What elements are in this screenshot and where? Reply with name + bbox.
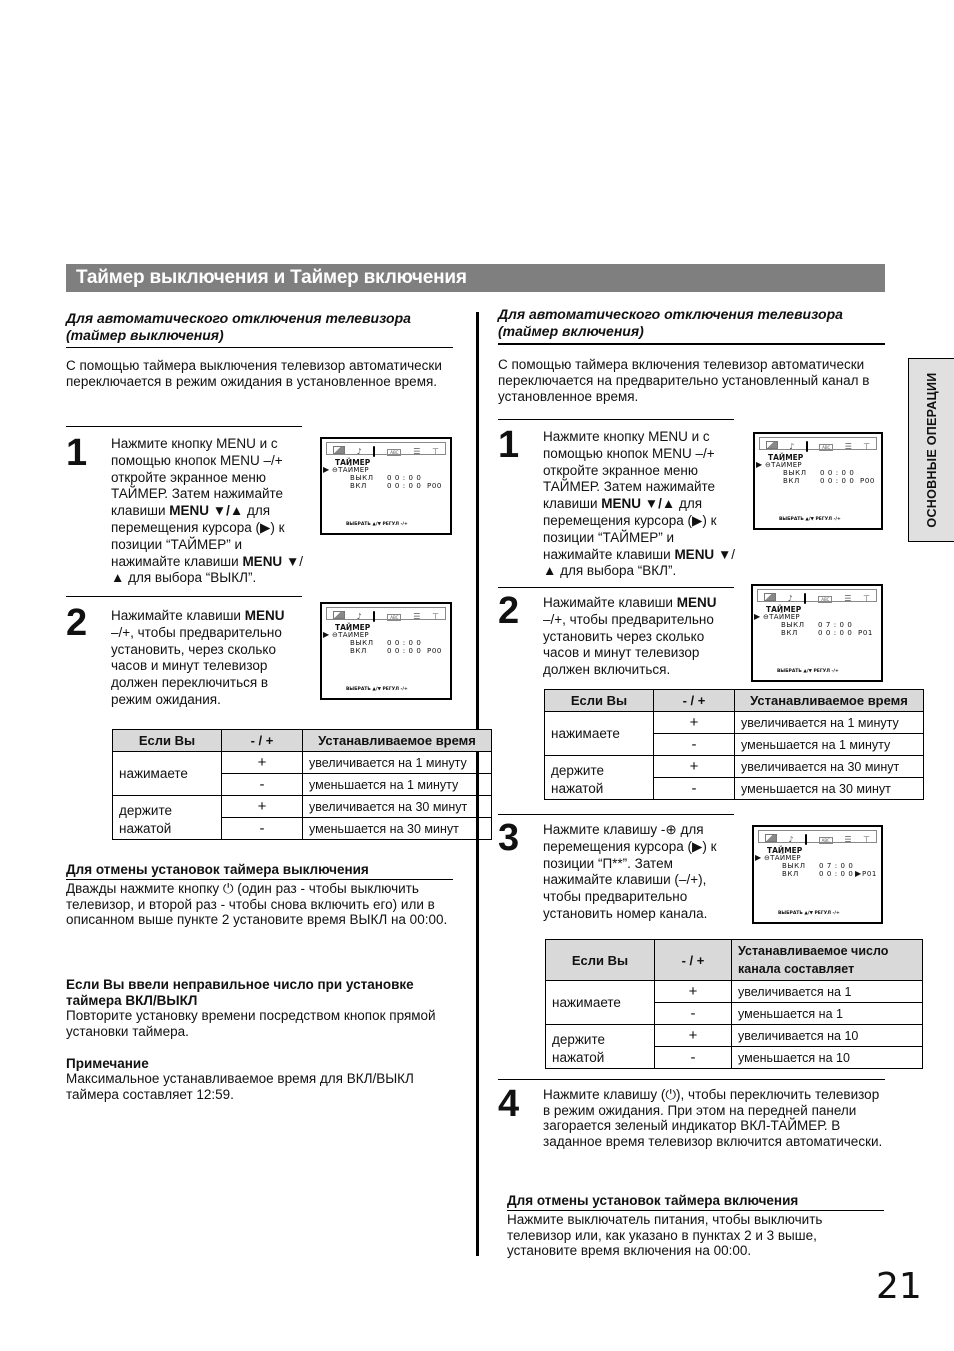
plus-sign: + [655, 981, 732, 1003]
off-time: 0 0 : 0 0 [387, 639, 422, 647]
channel-number: P01 [858, 629, 873, 637]
timer-icon [373, 439, 375, 458]
settings-icon: ☰ [844, 835, 852, 844]
step-text: Нажмите клавишу -⊕ для перемещения курсора (▶) к позиции “П**”. Затем нажимайте клавиши (–/+), чтобы предварительно установить номер канала. [543, 822, 717, 921]
table-row [113, 752, 492, 774]
left-intro: С помощью таймера выключения телевизор автоматически переключается в режим ожидания в установленное время. [66, 358, 442, 389]
off-label: ВЫКЛ [783, 469, 807, 477]
step-number: 4 [498, 1083, 520, 1125]
table [545, 939, 923, 1069]
divider [498, 587, 734, 588]
result-value: уменьшается на 30 минут [735, 778, 924, 800]
picture-icon [333, 439, 345, 458]
off-time: 0 0 : 0 0 [387, 474, 422, 482]
result-value: уменьшается на 1 [732, 1003, 923, 1025]
picture-icon [764, 586, 776, 605]
picture-icon [765, 827, 777, 846]
tv-screen-menu [751, 584, 883, 682]
settings-icon: ☰ [413, 612, 421, 621]
table-header: Если Вы [113, 730, 222, 752]
table-header: - / + [654, 690, 735, 712]
channel-adjust-table [545, 939, 923, 1069]
step-number: 2 [66, 602, 88, 644]
table-header: Устанавливаемое время [735, 690, 924, 712]
action-label: держите нажатой [546, 1025, 655, 1069]
divider [498, 1079, 885, 1080]
plus-sign: + [222, 796, 303, 818]
abc-icon: ABC [819, 434, 833, 453]
divider [66, 426, 302, 427]
side-tab-label: ОСНОВНЫЕ ОПЕРАЦИИ [924, 372, 939, 528]
menu-icon-bar [326, 442, 446, 455]
table-row [545, 756, 924, 778]
cursor-arrow-icon: ▶ [323, 630, 330, 639]
side-tab [908, 358, 954, 542]
menu-cursor-item: ⊖ТАЙМЕР [332, 631, 369, 639]
off-label: ВЫКЛ [782, 862, 806, 870]
result-value: уменьшается на 1 минуту [735, 734, 924, 756]
step-text: Нажмите клавишу (⏻), чтобы переключить телевизор в режим ожидания. При этом на передней панели загорается зеленый индикатор ВКЛ-ТАЙМЕР. В заданное время телевизор включится автоматически. [543, 1087, 883, 1149]
plus-sign: + [654, 756, 735, 778]
sound-icon: ♪ [787, 594, 793, 603]
section-title: Таймер выключения и Таймер включения [66, 264, 885, 292]
on-label: ВКЛ [782, 870, 799, 878]
sound-icon: ♪ [356, 447, 362, 456]
table [112, 729, 492, 840]
left-subheading-line1: Для автоматического отключения телевизора [66, 310, 411, 326]
right-subheading-line1: Для автоматического отключения телевизора [498, 306, 843, 322]
note-heading: Примечание [66, 1056, 149, 1071]
step-number: 2 [498, 590, 520, 632]
cursor-arrow-icon: ▶ [756, 460, 763, 469]
off-label: ВЫКЛ [350, 474, 374, 482]
wrong-number-heading: Если Вы ввели неправильное число при установке таймера ВКЛ/ВЫКЛ [66, 977, 414, 1008]
minus-sign: - [222, 818, 303, 840]
result-value: увеличивается на 1 минуту [303, 752, 492, 774]
on-label: ВКЛ [350, 647, 367, 655]
minus-sign: - [655, 1003, 732, 1025]
abc-icon: ABC [387, 604, 401, 623]
cursor-arrow-icon: ▶ [323, 465, 330, 474]
off-time: 0 7 : 0 0 [818, 621, 853, 629]
menu-icon-bar [326, 607, 446, 620]
table-header: Если Вы [545, 690, 654, 712]
minus-sign: - [654, 778, 735, 800]
screen-footer: ВЫБРАТЬ ▲/▼ РЕГУЛ -/+ [346, 687, 408, 692]
table [544, 689, 924, 800]
table-header: Устанавливаемое число канала составляет [732, 940, 923, 981]
sound-icon: ♪ [356, 612, 362, 621]
tv-screen-menu [320, 602, 452, 700]
channel-number: P00 [427, 482, 442, 490]
screen-footer: ВЫБРАТЬ ▲/▼ РЕГУЛ -/+ [777, 669, 839, 674]
result-value: увеличивается на 10 [732, 1025, 923, 1047]
sound-icon: ♪ [788, 835, 794, 844]
table-row [546, 981, 923, 1003]
abc-icon: ABC [818, 586, 832, 605]
right-intro: С помощью таймера включения телевизор автоматически переключается на предварительно установленный канал в установленное время. [498, 357, 870, 404]
table-header: Устанавливаемое время [303, 730, 492, 752]
cancel-off-timer-heading: Для отмены установок таймера выключения [66, 862, 453, 880]
action-label: нажимаете [113, 752, 222, 796]
result-value: увеличивается на 30 минут [303, 796, 492, 818]
table-header: - / + [655, 940, 732, 981]
off-label: ВЫКЛ [781, 621, 805, 629]
table-row [113, 796, 492, 818]
action-label: нажимаете [545, 712, 654, 756]
step-number: 1 [66, 432, 88, 474]
on-time: 0 0 : 0 0 [820, 477, 855, 485]
result-value: уменьшается на 1 минуту [303, 774, 492, 796]
divider [66, 596, 302, 597]
on-label: ВКЛ [350, 482, 367, 490]
settings-icon: ☰ [844, 594, 852, 603]
time-adjust-table [112, 729, 492, 840]
antenna-icon: ⊤ [432, 612, 440, 621]
menu-cursor-item: ⊖ТАЙМЕР [763, 613, 800, 621]
right-subheading [498, 306, 885, 345]
timer-icon [805, 827, 807, 846]
cancel-on-timer-text: Нажмите выключатель питания, чтобы выключить телевизор или, как указано в пунктах 2 и 3 выше, установите время включения на 00:00. [507, 1212, 823, 1258]
divider [498, 419, 734, 420]
screen-footer: ВЫБРАТЬ ▲/▼ РЕГУЛ -/+ [779, 517, 841, 522]
picture-icon [333, 604, 345, 623]
antenna-icon: ⊤ [863, 442, 871, 451]
settings-icon: ☰ [413, 447, 421, 456]
menu-icon-bar [757, 589, 877, 602]
channel-number: P00 [860, 477, 875, 485]
abc-icon: ABC [819, 827, 833, 846]
divider [498, 814, 734, 815]
cursor-arrow-icon: ▶ [754, 612, 761, 621]
menu-cursor-item: ⊖ТАЙМЕР [764, 854, 801, 862]
timer-icon [373, 604, 375, 623]
cancel-on-timer-heading: Для отмены установок таймера включения [507, 1193, 884, 1211]
action-label: держите нажатой [113, 796, 222, 840]
step-text: Нажмите кнопку MENU и с помощью кнопок MENU –/+ откройте экранное меню ТАЙМЕР. Затем нажимайте клавиши MENU ▼/▲ для перемещения курсора (▶) к позиции “ТАЙМЕР” и нажимайте клавиши MENU ▼/▲ для выбора “ВКЛ”. [543, 429, 736, 579]
plus-sign: + [655, 1025, 732, 1047]
plus-sign: + [222, 752, 303, 774]
result-value: уменьшается на 10 [732, 1047, 923, 1069]
menu-title: ТАЙМЕР [335, 458, 371, 467]
minus-sign: - [222, 774, 303, 796]
table-header: Если Вы [546, 940, 655, 981]
settings-icon: ☰ [844, 442, 852, 451]
cancel-off-timer-text: Дважды нажмите кнопку ⏻ (один раз - чтобы выключить телевизор, и второй раз - чтобы снова включить его) или в описанном выше пункте 2 установите время ВЫКЛ на 00:00. [66, 881, 448, 927]
result-value: увеличивается на 1 [732, 981, 923, 1003]
menu-cursor-item: ⊖ТАЙМЕР [332, 466, 369, 474]
table-row [546, 1025, 923, 1047]
result-value: увеличивается на 30 минут [735, 756, 924, 778]
on-label: ВКЛ [781, 629, 798, 637]
off-time: 0 0 : 0 0 [820, 469, 855, 477]
menu-title: ТАЙМЕР [768, 453, 804, 462]
menu-title: ТАЙМЕР [767, 846, 803, 855]
off-label: ВЫКЛ [350, 639, 374, 647]
screen-footer: ВЫБРАТЬ ▲/▼ РЕГУЛ -/+ [778, 911, 840, 916]
menu-cursor-item: ⊖ТАЙМЕР [765, 461, 802, 469]
step-text: Нажимайте клавиши MENU –/+, чтобы предварительно установить, через сколько часов и минут телевизор должен переключиться в режим ожидания. [111, 608, 285, 707]
menu-title: ТАЙМЕР [766, 605, 802, 614]
tv-screen-menu [752, 825, 883, 924]
on-time: 0 0 : 0 0 [819, 870, 854, 878]
channel-cursor-icon: ▶ [855, 869, 862, 878]
off-time: 0 7 : 0 0 [819, 862, 854, 870]
time-adjust-table [544, 689, 924, 800]
minus-sign: - [655, 1047, 732, 1069]
picture-icon [766, 434, 778, 453]
tv-screen-menu [753, 432, 883, 530]
screen-footer: ВЫБРАТЬ ▲/▼ РЕГУЛ -/+ [346, 522, 408, 527]
abc-icon: ABC [387, 439, 401, 458]
plus-sign: + [654, 712, 735, 734]
on-time: 0 0 : 0 0 [818, 629, 853, 637]
table-row [545, 712, 924, 734]
sound-icon: ♪ [789, 442, 795, 451]
timer-icon [804, 586, 806, 605]
menu-icon-bar [759, 437, 877, 450]
on-time: 0 0 : 0 0 [387, 482, 422, 490]
timer-icon [806, 434, 808, 453]
result-value: увеличивается на 1 минуту [735, 712, 924, 734]
minus-sign: - [654, 734, 735, 756]
menu-title: ТАЙМЕР [335, 623, 371, 632]
right-subheading-line2: (таймер включения) [498, 323, 644, 339]
on-label: ВКЛ [783, 477, 800, 485]
note-text: Максимальное устанавливаемое время для ВКЛ/ВЫКЛ таймера составляет 12:59. [66, 1071, 414, 1102]
cursor-arrow-icon: ▶ [755, 853, 762, 862]
channel-number: P01 [862, 870, 877, 878]
antenna-icon: ⊤ [863, 835, 871, 844]
antenna-icon: ⊤ [863, 594, 871, 603]
left-subheading-line2: (таймер выключения) [66, 327, 224, 343]
left-subheading [66, 310, 453, 348]
step-text: Нажимайте клавиши MENU –/+, чтобы предварительно установить через сколько часов и минут телевизор должен включиться. [543, 595, 717, 678]
on-time: 0 0 : 0 0 [387, 647, 422, 655]
wrong-number-text: Повторите установку времени посредством кнопок прямой установки таймера. [66, 1008, 436, 1039]
step-text: Нажмите кнопку MENU и с помощью кнопок MENU –/+ откройте экранное меню ТАЙМЕР. Затем нажимайте клавиши MENU ▼/▲ для перемещения курсора (▶) к позиции “ТАЙМЕР” и нажимайте клавиши MENU ▼/▲ для выбора “ВЫКЛ”. [111, 436, 304, 586]
step-number: 1 [498, 424, 520, 466]
antenna-icon: ⊤ [432, 447, 440, 456]
channel-number: P00 [427, 647, 442, 655]
menu-icon-bar [758, 830, 877, 843]
table-header: - / + [222, 730, 303, 752]
result-value: уменьшается на 30 минут [303, 818, 492, 840]
tv-screen-menu [320, 437, 452, 535]
action-label: держите нажатой [545, 756, 654, 800]
action-label: нажимаете [546, 981, 655, 1025]
page-number: 21 [876, 1266, 922, 1307]
step-number: 3 [498, 817, 520, 859]
